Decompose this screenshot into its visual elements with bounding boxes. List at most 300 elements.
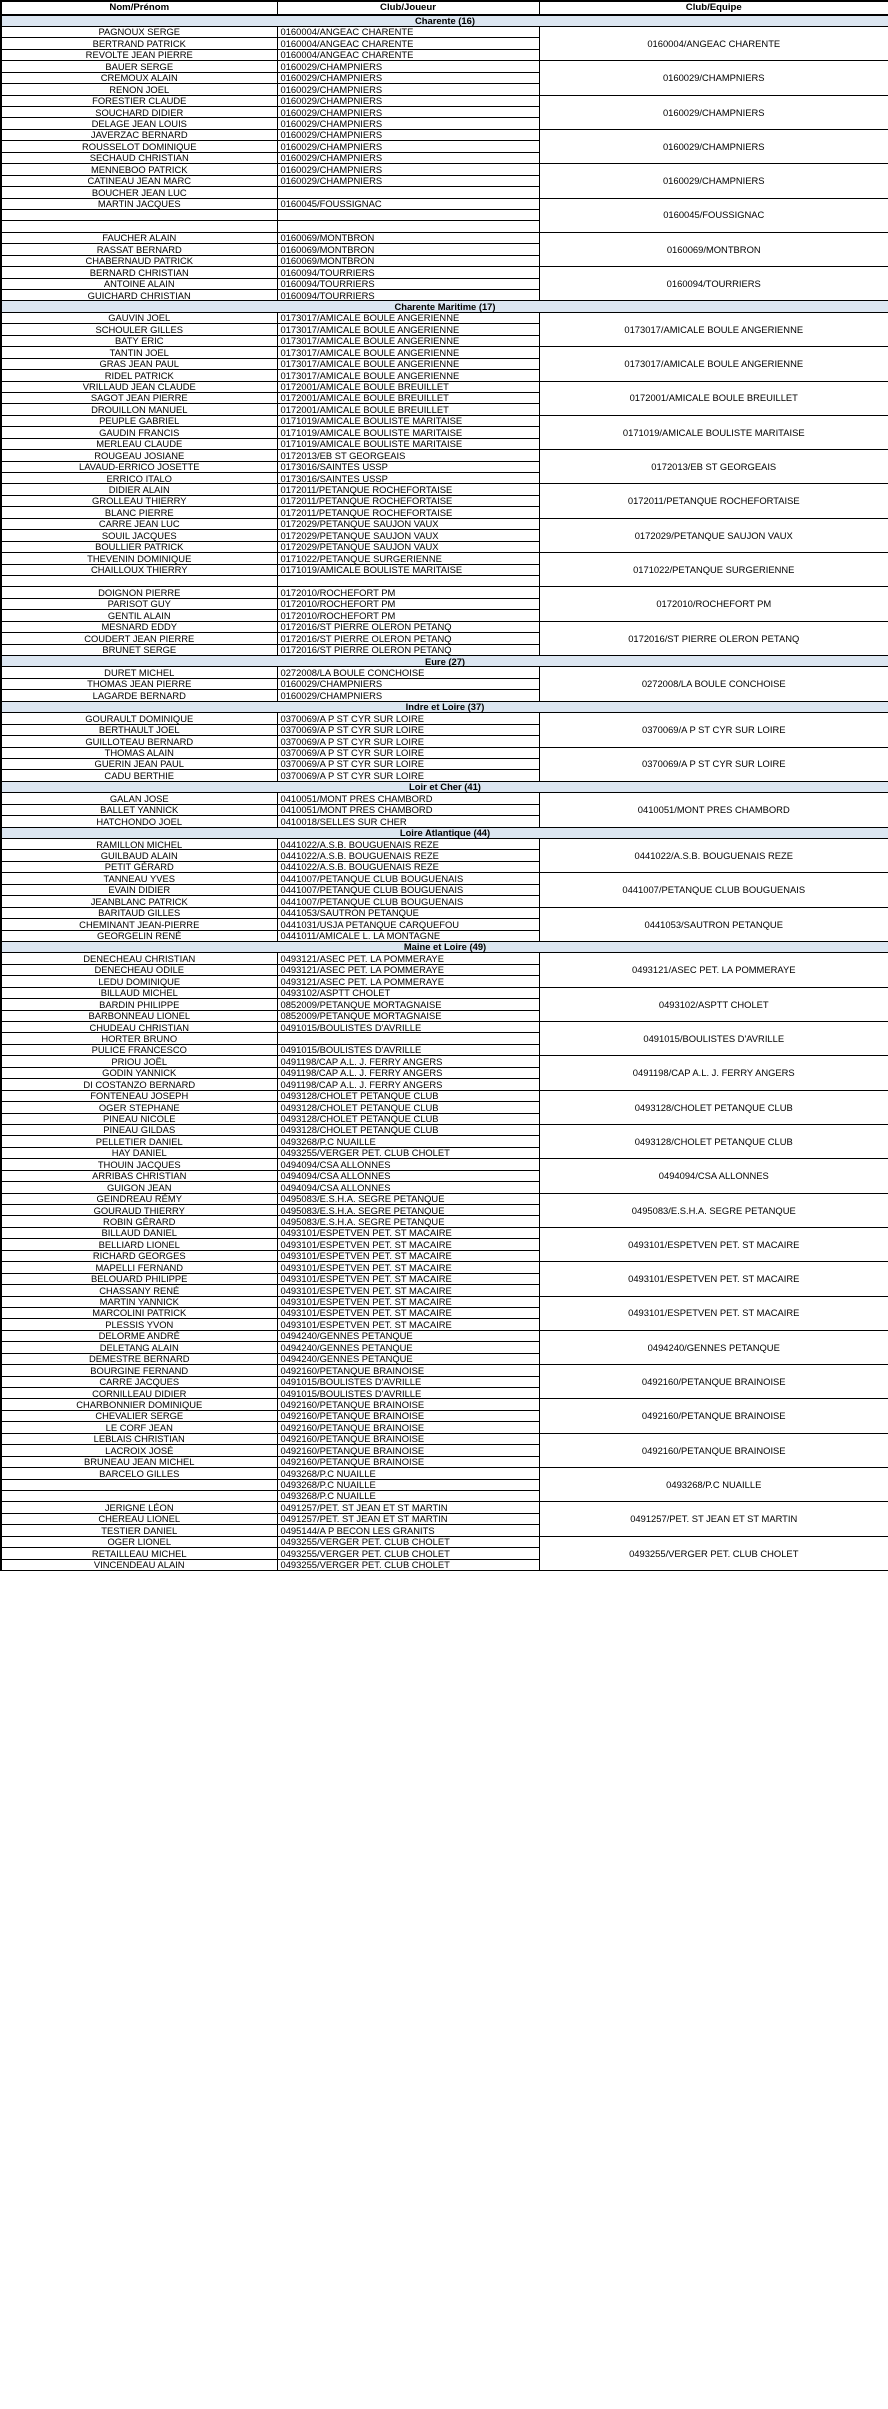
cell-club-equipe: 0441053/SAUTRON PETANQUE bbox=[539, 907, 888, 941]
cell-nom-prenom: JAVERZAC BERNARD bbox=[1, 129, 277, 140]
department-title: Indre et Loire (37) bbox=[1, 701, 888, 712]
cell-club-joueur: 0493101/ESPETVEN PET. ST MACAIRE bbox=[277, 1296, 539, 1307]
cell-nom-prenom bbox=[1, 221, 277, 232]
cell-club-equipe: 0493128/CHOLET PETANQUE CLUB bbox=[539, 1124, 888, 1158]
cell-nom-prenom: BERTHAULT JOEL bbox=[1, 724, 277, 735]
cell-club-joueur: 0160004/ANGEAC CHARENTE bbox=[277, 49, 539, 60]
cell-club-joueur bbox=[277, 209, 539, 220]
table-row bbox=[1, 553, 888, 564]
cell-club-joueur: 0493101/ESPETVEN PET. ST MACAIRE bbox=[277, 1262, 539, 1273]
table-row bbox=[1, 1056, 888, 1067]
cell-nom-prenom: ERRICO ITALO bbox=[1, 473, 277, 484]
cell-club-joueur: 0491015/BOULISTES D'AVRILLE bbox=[277, 1388, 539, 1399]
cell-nom-prenom bbox=[1, 1490, 277, 1501]
cell-nom-prenom: BOUCHER JEAN LUC bbox=[1, 187, 277, 198]
cell-nom-prenom: BERNARD CHRISTIAN bbox=[1, 267, 277, 278]
cell-club-joueur: 0370069/A P ST CYR SUR LOIRE bbox=[277, 747, 539, 758]
cell-nom-prenom: VRILLAUD JEAN CLAUDE bbox=[1, 381, 277, 392]
cell-club-equipe: 0492160/PETANQUE BRAINOISE bbox=[539, 1433, 888, 1467]
cell-club-equipe: 0160045/FOUSSIGNAC bbox=[539, 198, 888, 232]
cell-nom-prenom: GUICHARD CHRISTIAN bbox=[1, 290, 277, 301]
cell-nom-prenom: BAUER SERGE bbox=[1, 61, 277, 72]
table-row bbox=[1, 839, 888, 850]
cell-club-joueur: 0172011/PETANQUE ROCHEFORTAISE bbox=[277, 495, 539, 506]
cell-nom-prenom: LAVAUD-ERRICO JOSETTE bbox=[1, 461, 277, 472]
department-row bbox=[1, 827, 888, 838]
cell-club-joueur: 0441007/PETANQUE CLUB BOUGUENAIS bbox=[277, 896, 539, 907]
table-row bbox=[1, 1227, 888, 1238]
cell-club-joueur: 0491257/PET. ST JEAN ET ST MARTIN bbox=[277, 1502, 539, 1513]
department-row bbox=[1, 941, 888, 952]
table-row bbox=[1, 129, 888, 140]
department-title: Loir et Cher (41) bbox=[1, 781, 888, 792]
cell-club-joueur: 0493268/P.C NUAILLE bbox=[277, 1490, 539, 1501]
cell-club-equipe: 0160094/TOURRIERS bbox=[539, 267, 888, 301]
cell-club-joueur: 0160029/CHAMPNIERS bbox=[277, 152, 539, 163]
cell-club-joueur: 0441031/USJA PETANQUE CARQUEFOU bbox=[277, 919, 539, 930]
cell-nom-prenom: RAMILLON MICHEL bbox=[1, 839, 277, 850]
cell-nom-prenom: BOULLIER PATRICK bbox=[1, 541, 277, 552]
cell-club-joueur: 0493102/ASPTT CHOLET bbox=[277, 987, 539, 998]
cell-nom-prenom: TANNEAU YVES bbox=[1, 873, 277, 884]
cell-club-joueur: 0493255/VERGER PET. CLUB CHOLET bbox=[277, 1559, 539, 1570]
department-title: Charente (16) bbox=[1, 15, 888, 26]
cell-club-equipe: 0171019/AMICALE BOULISTE MARITAISE bbox=[539, 415, 888, 449]
cell-club-joueur: 0493255/VERGER PET. CLUB CHOLET bbox=[277, 1536, 539, 1547]
cell-club-joueur: 0493101/ESPETVEN PET. ST MACAIRE bbox=[277, 1239, 539, 1250]
cell-nom-prenom: MARCOLINI PATRICK bbox=[1, 1307, 277, 1318]
cell-club-joueur: 0172010/ROCHEFORT PM bbox=[277, 598, 539, 609]
cell-club-joueur: 0173017/AMICALE BOULE ANGERIENNE bbox=[277, 347, 539, 358]
cell-nom-prenom: BRUNET SERGE bbox=[1, 644, 277, 655]
cell-club-joueur: 0493101/ESPETVEN PET. ST MACAIRE bbox=[277, 1227, 539, 1238]
cell-club-joueur: 0441011/AMICALE L. LA MONTAGNE bbox=[277, 930, 539, 941]
cell-club-joueur bbox=[277, 187, 539, 198]
cell-club-joueur: 0492160/PETANQUE BRAINOISE bbox=[277, 1456, 539, 1467]
cell-club-equipe: 0491257/PET. ST JEAN ET ST MARTIN bbox=[539, 1502, 888, 1536]
cell-nom-prenom: JEANBLANC PATRICK bbox=[1, 896, 277, 907]
cell-nom-prenom: LAGARDE BERNARD bbox=[1, 690, 277, 701]
cell-club-equipe: 0172016/ST PIERRE OLERON PETANQ bbox=[539, 621, 888, 655]
cell-nom-prenom: DENECHEAU CHRISTIAN bbox=[1, 953, 277, 964]
cell-nom-prenom: JERIGNE LÉON bbox=[1, 1502, 277, 1513]
cell-nom-prenom: GUERIN JEAN PAUL bbox=[1, 758, 277, 769]
cell-club-joueur: 0160004/ANGEAC CHARENTE bbox=[277, 38, 539, 49]
cell-club-equipe: 0493101/ESPETVEN PET. ST MACAIRE bbox=[539, 1227, 888, 1261]
cell-club-joueur: 0172029/PETANQUE SAUJON VAUX bbox=[277, 541, 539, 552]
cell-nom-prenom: MAPELLI FERNAND bbox=[1, 1262, 277, 1273]
cell-club-joueur: 0160069/MONTBRON bbox=[277, 232, 539, 243]
cell-club-joueur: 0494094/CSA ALLONNES bbox=[277, 1182, 539, 1193]
cell-club-joueur: 0491198/CAP A.L. J. FERRY ANGERS bbox=[277, 1079, 539, 1090]
cell-club-joueur: 0173017/AMICALE BOULE ANGERIENNE bbox=[277, 312, 539, 323]
cell-club-equipe: 0160004/ANGEAC CHARENTE bbox=[539, 26, 888, 60]
cell-nom-prenom: CHASSANY RENÉ bbox=[1, 1285, 277, 1296]
cell-nom-prenom: RICHARD GEORGES bbox=[1, 1250, 277, 1261]
cell-nom-prenom: GAUDIN FRANCIS bbox=[1, 427, 277, 438]
cell-club-joueur: 0172001/AMICALE BOULE BREUILLET bbox=[277, 392, 539, 403]
cell-nom-prenom: CHEMINANT JEAN-PIERRE bbox=[1, 919, 277, 930]
cell-club-joueur: 0172010/ROCHEFORT PM bbox=[277, 610, 539, 621]
table-row bbox=[1, 1330, 888, 1341]
cell-nom-prenom: GOURAUD THIERRY bbox=[1, 1205, 277, 1216]
cell-nom-prenom: MERLEAU CLAUDE bbox=[1, 438, 277, 449]
table-row bbox=[1, 267, 888, 278]
cell-club-joueur: 0172013/EB ST GEORGEAIS bbox=[277, 450, 539, 461]
cell-club-joueur: 0160029/CHAMPNIERS bbox=[277, 118, 539, 129]
table-row bbox=[1, 26, 888, 37]
cell-nom-prenom: THOMAS ALAIN bbox=[1, 747, 277, 758]
cell-club-joueur: 0171019/AMICALE BOULISTE MARITAISE bbox=[277, 564, 539, 575]
cell-club-joueur: 0172016/ST PIERRE OLERON PETANQ bbox=[277, 633, 539, 644]
cell-nom-prenom: DURET MICHEL bbox=[1, 667, 277, 678]
cell-club-equipe: 0173017/AMICALE BOULE ANGERIENNE bbox=[539, 347, 888, 381]
cell-nom-prenom: SECHAUD CHRISTIAN bbox=[1, 152, 277, 163]
cell-club-joueur: 0370069/A P ST CYR SUR LOIRE bbox=[277, 713, 539, 724]
cell-nom-prenom: CARRE JEAN LUC bbox=[1, 518, 277, 529]
cell-nom-prenom: PEUPLE GABRIEL bbox=[1, 415, 277, 426]
cell-club-equipe: 0172001/AMICALE BOULE BREUILLET bbox=[539, 381, 888, 415]
cell-club-joueur: 0370069/A P ST CYR SUR LOIRE bbox=[277, 758, 539, 769]
cell-club-joueur: 0160029/CHAMPNIERS bbox=[277, 84, 539, 95]
cell-club-equipe: 0491198/CAP A.L. J. FERRY ANGERS bbox=[539, 1056, 888, 1090]
cell-club-joueur: 0493121/ASEC PET. LA POMMERAYE bbox=[277, 953, 539, 964]
cell-nom-prenom: BARDIN PHILIPPE bbox=[1, 999, 277, 1010]
cell-club-joueur: 0173017/AMICALE BOULE ANGERIENNE bbox=[277, 370, 539, 381]
cell-club-equipe: 0160069/MONTBRON bbox=[539, 232, 888, 266]
cell-club-equipe: 0172011/PETANQUE ROCHEFORTAISE bbox=[539, 484, 888, 518]
table-row bbox=[1, 1502, 888, 1513]
cell-nom-prenom: MARTIN JACQUES bbox=[1, 198, 277, 209]
cell-nom-prenom: SOUIL JACQUES bbox=[1, 530, 277, 541]
cell-nom-prenom: MARTIN YANNICK bbox=[1, 1296, 277, 1307]
cell-club-equipe: 0172013/EB ST GEORGEAIS bbox=[539, 450, 888, 484]
cell-club-joueur: 0172029/PETANQUE SAUJON VAUX bbox=[277, 518, 539, 529]
cell-club-equipe: 0172010/ROCHEFORT PM bbox=[539, 587, 888, 621]
cell-nom-prenom: PINEAU NICOLE bbox=[1, 1113, 277, 1124]
department-title: Maine et Loire (49) bbox=[1, 941, 888, 952]
cell-club-joueur: 0492160/PETANQUE BRAINOISE bbox=[277, 1445, 539, 1456]
cell-nom-prenom: PRIOU JOËL bbox=[1, 1056, 277, 1067]
table-row bbox=[1, 1262, 888, 1273]
cell-club-joueur: 0492160/PETANQUE BRAINOISE bbox=[277, 1365, 539, 1376]
table-row bbox=[1, 587, 888, 598]
cell-club-equipe: 0171022/PETANQUE SURGERIENNE bbox=[539, 553, 888, 587]
cell-nom-prenom: RASSAT BERNARD bbox=[1, 244, 277, 255]
column-header-equipe: Club/Equipe bbox=[539, 1, 888, 15]
cell-nom-prenom: CHAILLOUX THIERRY bbox=[1, 564, 277, 575]
cell-club-joueur: 0160029/CHAMPNIERS bbox=[277, 95, 539, 106]
cell-nom-prenom: BOURGINE FERNAND bbox=[1, 1365, 277, 1376]
cell-nom-prenom: PINEAU GILDAS bbox=[1, 1124, 277, 1135]
cell-nom-prenom: GROLLEAU THIERRY bbox=[1, 495, 277, 506]
cell-nom-prenom: SAGOT JEAN PIERRE bbox=[1, 392, 277, 403]
cell-nom-prenom: RENON JOEL bbox=[1, 84, 277, 95]
table-row bbox=[1, 1090, 888, 1101]
table-row bbox=[1, 415, 888, 426]
cell-nom-prenom: PARISOT GUY bbox=[1, 598, 277, 609]
cell-club-equipe: 0370069/A P ST CYR SUR LOIRE bbox=[539, 747, 888, 781]
table-row bbox=[1, 713, 888, 724]
cell-club-joueur: 0492160/PETANQUE BRAINOISE bbox=[277, 1433, 539, 1444]
cell-nom-prenom: BERTRAND PATRICK bbox=[1, 38, 277, 49]
cell-nom-prenom: ROUSSELOT DOMINIQUE bbox=[1, 141, 277, 152]
cell-club-equipe: 0493128/CHOLET PETANQUE CLUB bbox=[539, 1090, 888, 1124]
cell-nom-prenom: SOUCHARD DIDIER bbox=[1, 107, 277, 118]
cell-nom-prenom: GOURAULT DOMINIQUE bbox=[1, 713, 277, 724]
table-row bbox=[1, 953, 888, 964]
cell-nom-prenom: THOMAS JEAN PIERRE bbox=[1, 678, 277, 689]
table-row bbox=[1, 1536, 888, 1547]
cell-nom-prenom: BALLET YANNICK bbox=[1, 804, 277, 815]
table-row bbox=[1, 793, 888, 804]
cell-nom-prenom: OGER LIONEL bbox=[1, 1536, 277, 1547]
cell-club-equipe: 0410051/MONT PRES CHAMBORD bbox=[539, 793, 888, 827]
cell-club-equipe: 0160029/CHAMPNIERS bbox=[539, 61, 888, 95]
cell-club-joueur: 0173017/AMICALE BOULE ANGERIENNE bbox=[277, 335, 539, 346]
cell-club-joueur: 0160029/CHAMPNIERS bbox=[277, 690, 539, 701]
cell-nom-prenom: GAUVIN JOEL bbox=[1, 312, 277, 323]
table-row bbox=[1, 1468, 888, 1479]
cell-club-joueur: 0493101/ESPETVEN PET. ST MACAIRE bbox=[277, 1307, 539, 1318]
cell-club-equipe: 0493101/ESPETVEN PET. ST MACAIRE bbox=[539, 1262, 888, 1296]
table-row bbox=[1, 1296, 888, 1307]
cell-club-equipe: 0494094/CSA ALLONNES bbox=[539, 1159, 888, 1193]
cell-club-joueur: 0441022/A.S.B. BOUGUENAIS REZE bbox=[277, 861, 539, 872]
table-row bbox=[1, 450, 888, 461]
department-title: Eure (27) bbox=[1, 656, 888, 667]
cell-club-joueur: 0494094/CSA ALLONNES bbox=[277, 1159, 539, 1170]
cell-club-equipe: 0370069/A P ST CYR SUR LOIRE bbox=[539, 713, 888, 747]
cell-club-equipe: 0272008/LA BOULE CONCHOISE bbox=[539, 667, 888, 701]
cell-club-equipe: 0491015/BOULISTES D'AVRILLE bbox=[539, 1022, 888, 1056]
cell-club-joueur: 0493128/CHOLET PETANQUE CLUB bbox=[277, 1090, 539, 1101]
cell-club-joueur: 0441022/A.S.B. BOUGUENAIS REZE bbox=[277, 839, 539, 850]
cell-club-joueur: 0160029/CHAMPNIERS bbox=[277, 129, 539, 140]
cell-nom-prenom bbox=[1, 209, 277, 220]
cell-nom-prenom: MENNEBOO PATRICK bbox=[1, 164, 277, 175]
cell-nom-prenom: GUILBAUD ALAIN bbox=[1, 850, 277, 861]
cell-club-joueur: 0493255/VERGER PET. CLUB CHOLET bbox=[277, 1147, 539, 1158]
cell-club-joueur: 0441007/PETANQUE CLUB BOUGUENAIS bbox=[277, 884, 539, 895]
cell-nom-prenom: DI COSTANZO BERNARD bbox=[1, 1079, 277, 1090]
cell-nom-prenom: EVAIN DIDIER bbox=[1, 884, 277, 895]
department-title: Loire Atlantique (44) bbox=[1, 827, 888, 838]
cell-club-joueur: 0160069/MONTBRON bbox=[277, 255, 539, 266]
cell-club-joueur: 0370069/A P ST CYR SUR LOIRE bbox=[277, 770, 539, 781]
cell-club-joueur: 0441053/SAUTRON PETANQUE bbox=[277, 907, 539, 918]
cell-nom-prenom: CORNILLEAU DIDIER bbox=[1, 1388, 277, 1399]
cell-nom-prenom: DENECHEAU ODILE bbox=[1, 964, 277, 975]
cell-nom-prenom: CARRE JACQUES bbox=[1, 1376, 277, 1387]
cell-club-joueur: 0171019/AMICALE BOULISTE MARITAISE bbox=[277, 415, 539, 426]
table-row bbox=[1, 484, 888, 495]
department-row bbox=[1, 701, 888, 712]
cell-club-joueur: 0160094/TOURRIERS bbox=[277, 290, 539, 301]
cell-club-joueur: 0160094/TOURRIERS bbox=[277, 267, 539, 278]
cell-club-joueur: 0172029/PETANQUE SAUJON VAUX bbox=[277, 530, 539, 541]
cell-nom-prenom: BILLAUD MICHEL bbox=[1, 987, 277, 998]
table-row bbox=[1, 747, 888, 758]
cell-club-equipe: 0494240/GENNES PETANQUE bbox=[539, 1330, 888, 1364]
cell-club-joueur: 0160045/FOUSSIGNAC bbox=[277, 198, 539, 209]
cell-club-joueur: 0493268/P.C NUAILLE bbox=[277, 1479, 539, 1490]
table-row bbox=[1, 95, 888, 106]
cell-nom-prenom bbox=[1, 575, 277, 586]
cell-nom-prenom: DIDIER ALAIN bbox=[1, 484, 277, 495]
cell-nom-prenom: BLANC PIERRE bbox=[1, 507, 277, 518]
cell-nom-prenom: DEMESTRE BERNARD bbox=[1, 1353, 277, 1364]
cell-club-equipe: 0493255/VERGER PET. CLUB CHOLET bbox=[539, 1536, 888, 1570]
cell-club-joueur: 0491198/CAP A.L. J. FERRY ANGERS bbox=[277, 1056, 539, 1067]
cell-club-joueur: 0410051/MONT PRES CHAMBORD bbox=[277, 793, 539, 804]
cell-club-joueur: 0495144/A P BECON LES GRANITS bbox=[277, 1525, 539, 1536]
cell-nom-prenom: SCHOULER GILLES bbox=[1, 324, 277, 335]
cell-nom-prenom: TANTIN JOEL bbox=[1, 347, 277, 358]
cell-nom-prenom: OGER STEPHANE bbox=[1, 1102, 277, 1113]
cell-club-equipe: 0493268/P.C NUAILLE bbox=[539, 1468, 888, 1502]
cell-nom-prenom: GRAS JEAN PAUL bbox=[1, 358, 277, 369]
cell-nom-prenom: DELAGE JEAN LOUIS bbox=[1, 118, 277, 129]
cell-nom-prenom: BARBONNEAU LIONEL bbox=[1, 1010, 277, 1021]
cell-club-joueur: 0493268/P.C NUAILLE bbox=[277, 1136, 539, 1147]
cell-club-joueur bbox=[277, 221, 539, 232]
cell-nom-prenom: BELLIARD LIONEL bbox=[1, 1239, 277, 1250]
table-row bbox=[1, 873, 888, 884]
cell-nom-prenom: ANTOINE ALAIN bbox=[1, 278, 277, 289]
cell-club-equipe: 0160029/CHAMPNIERS bbox=[539, 129, 888, 163]
cell-club-joueur: 0160029/CHAMPNIERS bbox=[277, 72, 539, 83]
cell-club-joueur: 0160029/CHAMPNIERS bbox=[277, 164, 539, 175]
cell-nom-prenom: BELOUARD PHILIPPE bbox=[1, 1273, 277, 1284]
table-row bbox=[1, 312, 888, 323]
table-row bbox=[1, 1399, 888, 1410]
cell-nom-prenom: GUILLOTEAU BERNARD bbox=[1, 736, 277, 747]
cell-club-equipe: 0160029/CHAMPNIERS bbox=[539, 164, 888, 198]
cell-nom-prenom bbox=[1, 1479, 277, 1490]
cell-club-equipe: 0160029/CHAMPNIERS bbox=[539, 95, 888, 129]
cell-nom-prenom: LACROIX JOSÉ bbox=[1, 1445, 277, 1456]
cell-club-joueur: 0370069/A P ST CYR SUR LOIRE bbox=[277, 736, 539, 747]
cell-club-joueur: 0173017/AMICALE BOULE ANGERIENNE bbox=[277, 324, 539, 335]
cell-nom-prenom: GENTIL ALAIN bbox=[1, 610, 277, 621]
cell-club-joueur: 0172016/ST PIERRE OLERON PETANQ bbox=[277, 621, 539, 632]
cell-nom-prenom: BARITAUD GILLES bbox=[1, 907, 277, 918]
column-header-joueur: Club/Joueur bbox=[277, 1, 539, 15]
table-row bbox=[1, 381, 888, 392]
cell-club-joueur: 0493128/CHOLET PETANQUE CLUB bbox=[277, 1102, 539, 1113]
cell-club-joueur: 0491015/BOULISTES D'AVRILLE bbox=[277, 1044, 539, 1055]
table-body bbox=[1, 15, 888, 1571]
cell-nom-prenom: PULICE FRANCESCO bbox=[1, 1044, 277, 1055]
cell-nom-prenom: HAY DANIEL bbox=[1, 1147, 277, 1158]
cell-nom-prenom: BARCELO GILLES bbox=[1, 1468, 277, 1479]
table-row bbox=[1, 198, 888, 209]
cell-club-joueur: 0171019/AMICALE BOULISTE MARITAISE bbox=[277, 438, 539, 449]
cell-club-equipe: 0492160/PETANQUE BRAINOISE bbox=[539, 1365, 888, 1399]
cell-club-joueur: 0160094/TOURRIERS bbox=[277, 278, 539, 289]
cell-nom-prenom: CHEREAU LIONEL bbox=[1, 1513, 277, 1524]
cell-club-joueur: 0160029/CHAMPNIERS bbox=[277, 175, 539, 186]
cell-club-joueur bbox=[277, 1033, 539, 1044]
table-row bbox=[1, 518, 888, 529]
cell-club-equipe: 0493121/ASEC PET. LA POMMERAYE bbox=[539, 953, 888, 987]
cell-club-joueur bbox=[277, 575, 539, 586]
cell-club-joueur: 0493128/CHOLET PETANQUE CLUB bbox=[277, 1124, 539, 1135]
table-header bbox=[1, 1, 888, 15]
cell-nom-prenom: CHABERNAUD PATRICK bbox=[1, 255, 277, 266]
cell-club-joueur: 0493101/ESPETVEN PET. ST MACAIRE bbox=[277, 1285, 539, 1296]
table-row bbox=[1, 1124, 888, 1135]
cell-nom-prenom: GEINDREAU RÉMY bbox=[1, 1193, 277, 1204]
cell-club-joueur: 0494094/CSA ALLONNES bbox=[277, 1170, 539, 1181]
cell-club-equipe: 0493102/ASPTT CHOLET bbox=[539, 987, 888, 1021]
cell-nom-prenom: PELLETIER DANIEL bbox=[1, 1136, 277, 1147]
cell-club-joueur: 0441007/PETANQUE CLUB BOUGUENAIS bbox=[277, 873, 539, 884]
cell-nom-prenom: GALAN JOSE bbox=[1, 793, 277, 804]
cell-club-equipe: 0493101/ESPETVEN PET. ST MACAIRE bbox=[539, 1296, 888, 1330]
cell-club-joueur: 0491198/CAP A.L. J. FERRY ANGERS bbox=[277, 1067, 539, 1078]
table-row bbox=[1, 1022, 888, 1033]
cell-club-joueur: 0493121/ASEC PET. LA POMMERAYE bbox=[277, 976, 539, 987]
cell-club-joueur: 0492160/PETANQUE BRAINOISE bbox=[277, 1422, 539, 1433]
cell-nom-prenom: MESNARD EDDY bbox=[1, 621, 277, 632]
cell-nom-prenom: REVOLTE JEAN PIERRE bbox=[1, 49, 277, 60]
cell-club-joueur: 0160029/CHAMPNIERS bbox=[277, 678, 539, 689]
cell-club-joueur: 0171019/AMICALE BOULISTE MARITAISE bbox=[277, 427, 539, 438]
department-title: Charente Maritime (17) bbox=[1, 301, 888, 312]
cell-club-joueur: 0492160/PETANQUE BRAINOISE bbox=[277, 1410, 539, 1421]
cell-club-joueur: 0160029/CHAMPNIERS bbox=[277, 141, 539, 152]
cell-nom-prenom: DROUILLON MANUEL bbox=[1, 404, 277, 415]
table-row bbox=[1, 61, 888, 72]
cell-nom-prenom: THOUIN JACQUES bbox=[1, 1159, 277, 1170]
cell-nom-prenom: RIDEL PATRICK bbox=[1, 370, 277, 381]
cell-nom-prenom: CHARBONNIER DOMINIQUE bbox=[1, 1399, 277, 1410]
cell-club-joueur: 0494240/GENNES PETANQUE bbox=[277, 1330, 539, 1341]
cell-nom-prenom: BRUNEAU JEAN MICHEL bbox=[1, 1456, 277, 1467]
cell-nom-prenom: RETAILLEAU MICHEL bbox=[1, 1548, 277, 1559]
cell-club-joueur: 0493121/ASEC PET. LA POMMERAYE bbox=[277, 964, 539, 975]
cell-club-joueur: 0493255/VERGER PET. CLUB CHOLET bbox=[277, 1548, 539, 1559]
cell-club-joueur: 0171022/PETANQUE SURGERIENNE bbox=[277, 553, 539, 564]
cell-nom-prenom: HATCHONDO JOEL bbox=[1, 816, 277, 827]
table-row bbox=[1, 1193, 888, 1204]
cell-club-joueur: 0173016/SAINTES USSP bbox=[277, 461, 539, 472]
cell-nom-prenom: BATY ERIC bbox=[1, 335, 277, 346]
cell-club-joueur: 0160004/ANGEAC CHARENTE bbox=[277, 26, 539, 37]
cell-nom-prenom: PAGNOUX SERGE bbox=[1, 26, 277, 37]
cell-nom-prenom: LEBLAIS CHRISTIAN bbox=[1, 1433, 277, 1444]
cell-club-joueur: 0852009/PETANQUE MORTAGNAISE bbox=[277, 999, 539, 1010]
cell-nom-prenom: HORTER BRUNO bbox=[1, 1033, 277, 1044]
cell-nom-prenom: ROUGEAU JOSIANE bbox=[1, 450, 277, 461]
cell-club-joueur: 0370069/A P ST CYR SUR LOIRE bbox=[277, 724, 539, 735]
cell-club-joueur: 0410018/SELLES SUR CHER bbox=[277, 816, 539, 827]
table-row bbox=[1, 987, 888, 998]
table-row bbox=[1, 347, 888, 358]
table-row bbox=[1, 1159, 888, 1170]
cell-club-equipe: 0441007/PETANQUE CLUB BOUGUENAIS bbox=[539, 873, 888, 907]
cell-club-joueur: 0494240/GENNES PETANQUE bbox=[277, 1342, 539, 1353]
cell-club-joueur: 0172016/ST PIERRE OLERON PETANQ bbox=[277, 644, 539, 655]
cell-club-joueur: 0852009/PETANQUE MORTAGNAISE bbox=[277, 1010, 539, 1021]
table-row bbox=[1, 907, 888, 918]
cell-club-joueur: 0172011/PETANQUE ROCHEFORTAISE bbox=[277, 507, 539, 518]
cell-nom-prenom: BILLAUD DANIEL bbox=[1, 1227, 277, 1238]
cell-nom-prenom: CHEVALIER SERGE bbox=[1, 1410, 277, 1421]
cell-nom-prenom: FONTENEAU JOSEPH bbox=[1, 1090, 277, 1101]
